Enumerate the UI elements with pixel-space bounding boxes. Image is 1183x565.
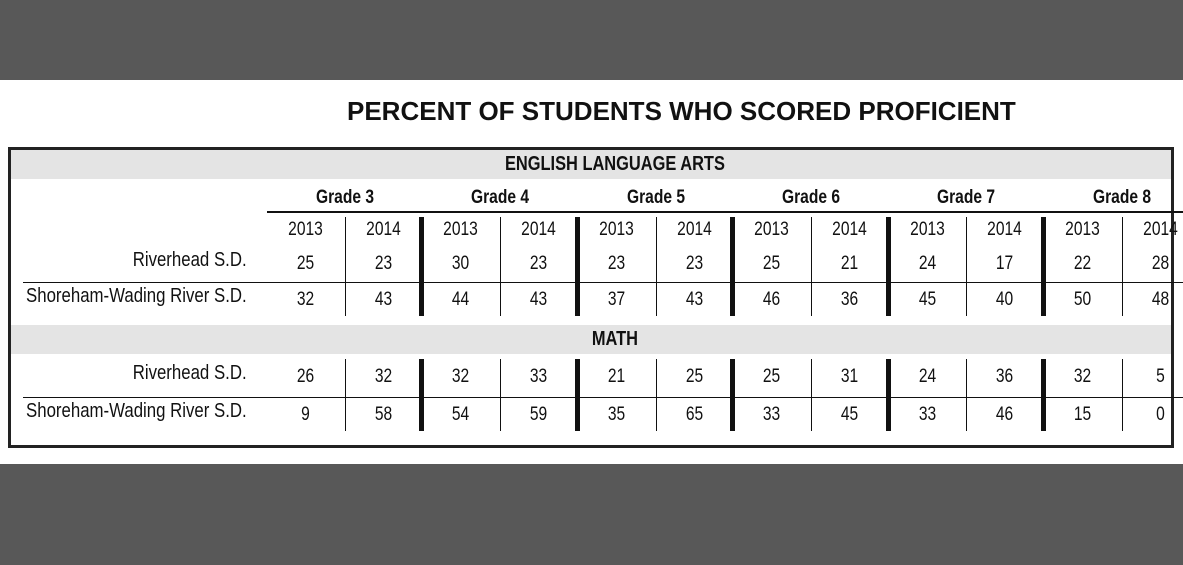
- value-cell: 32: [452, 366, 470, 387]
- value-cell: 25: [763, 253, 781, 274]
- value-cell: 33: [763, 404, 781, 425]
- row-separator: [23, 282, 1183, 283]
- grade-divider: [419, 359, 424, 431]
- value-cell: 40: [996, 289, 1014, 310]
- year-header: 2013: [909, 219, 945, 240]
- year-header: 2014: [676, 219, 712, 240]
- value-cell: 44: [452, 289, 470, 310]
- value-cell: 28: [1151, 253, 1169, 274]
- value-cell: 43: [529, 289, 548, 310]
- grade-header: Grade 4: [471, 187, 530, 208]
- grade-divider: [419, 217, 424, 316]
- chart-panel: [0, 80, 1183, 464]
- value-cell: 21: [607, 366, 625, 387]
- year-header: 2014: [365, 219, 401, 240]
- value-cell: 15: [1073, 404, 1092, 425]
- chart-title: PERCENT OF STUDENTS WHO SCORED PROFICIENT: [347, 96, 1016, 126]
- value-cell: 37: [607, 289, 625, 310]
- year-header: 2013: [598, 219, 634, 240]
- value-cell: 23: [607, 253, 625, 274]
- grade-header: Grade 3: [315, 187, 374, 208]
- year-header: 2013: [754, 219, 790, 240]
- value-cell: 5: [1155, 366, 1165, 387]
- year-divider: [500, 217, 501, 316]
- section-title: ENGLISH LANGUAGE ARTS: [504, 153, 725, 175]
- year-divider: [811, 217, 812, 316]
- district-label: Riverhead S.D.: [133, 362, 247, 384]
- grade-header: Grade 6: [781, 187, 840, 208]
- year-divider: [966, 359, 967, 431]
- value-cell: 43: [685, 289, 703, 310]
- value-cell: 21: [840, 253, 859, 274]
- value-cell: 25: [296, 253, 315, 274]
- value-cell: 32: [374, 366, 392, 387]
- value-cell: 26: [296, 366, 315, 387]
- value-cell: 43: [374, 289, 392, 310]
- year-header: 2014: [987, 219, 1023, 240]
- grade-header: Grade 8: [1092, 187, 1151, 208]
- year-divider: [500, 359, 501, 431]
- grade-divider: [730, 359, 735, 431]
- value-cell: 36: [840, 289, 859, 310]
- value-cell: 31: [840, 366, 859, 387]
- value-cell: 32: [296, 289, 315, 310]
- year-header: 2014: [1142, 219, 1178, 240]
- grade-divider: [886, 359, 891, 431]
- row-separator: [23, 397, 1183, 398]
- value-cell: 9: [301, 404, 310, 425]
- value-cell: 45: [918, 289, 936, 310]
- value-cell: 23: [685, 253, 703, 274]
- grade-header: Grade 7: [937, 187, 996, 208]
- value-cell: 25: [763, 366, 781, 387]
- grade-divider: [1041, 359, 1046, 431]
- value-cell: 32: [1073, 366, 1092, 387]
- year-header: 2013: [288, 219, 323, 240]
- district-label: Shoreham-Wading River S.D.: [26, 285, 247, 307]
- grade-divider: [1041, 217, 1046, 316]
- value-cell: 54: [452, 404, 470, 425]
- value-cell: 24: [918, 253, 936, 274]
- value-cell: 58: [374, 404, 392, 425]
- value-cell: 25: [685, 366, 703, 387]
- year-divider: [811, 359, 812, 431]
- value-cell: 33: [918, 404, 936, 425]
- value-cell: 22: [1073, 253, 1092, 274]
- district-label: Shoreham-Wading River S.D.: [26, 400, 247, 422]
- value-cell: 45: [840, 404, 859, 425]
- section-title: MATH: [591, 328, 639, 350]
- value-cell: 65: [685, 404, 703, 425]
- year-divider: [345, 217, 346, 316]
- year-header: 2013: [443, 219, 479, 240]
- year-divider: [966, 217, 967, 316]
- value-cell: 17: [996, 253, 1014, 274]
- year-header: 2014: [521, 219, 556, 240]
- year-divider: [345, 359, 346, 431]
- grade-divider: [886, 217, 891, 316]
- year-divider: [1122, 359, 1123, 431]
- year-divider: [656, 217, 657, 316]
- grade-divider: [730, 217, 735, 316]
- value-cell: 46: [996, 404, 1014, 425]
- district-label: Riverhead S.D.: [133, 249, 247, 271]
- grade-header: Grade 5: [626, 187, 685, 208]
- proficiency-table: [8, 147, 1178, 448]
- grade-divider: [575, 359, 580, 431]
- value-cell: 48: [1151, 289, 1169, 310]
- grade-divider: [575, 217, 580, 316]
- year-divider: [656, 359, 657, 431]
- value-cell: 59: [529, 404, 548, 425]
- value-cell: 30: [452, 253, 470, 274]
- value-cell: 33: [529, 366, 548, 387]
- value-cell: 24: [918, 366, 936, 387]
- value-cell: 0: [1155, 404, 1165, 425]
- value-cell: 23: [374, 253, 392, 274]
- grade-header-rule: [267, 211, 1183, 213]
- value-cell: 23: [529, 253, 548, 274]
- value-cell: 36: [996, 366, 1014, 387]
- value-cell: 46: [763, 289, 781, 310]
- value-cell: 50: [1073, 289, 1092, 310]
- year-header: 2014: [832, 219, 867, 240]
- year-divider: [1122, 217, 1123, 316]
- value-cell: 35: [607, 404, 625, 425]
- year-header: 2013: [1065, 219, 1100, 240]
